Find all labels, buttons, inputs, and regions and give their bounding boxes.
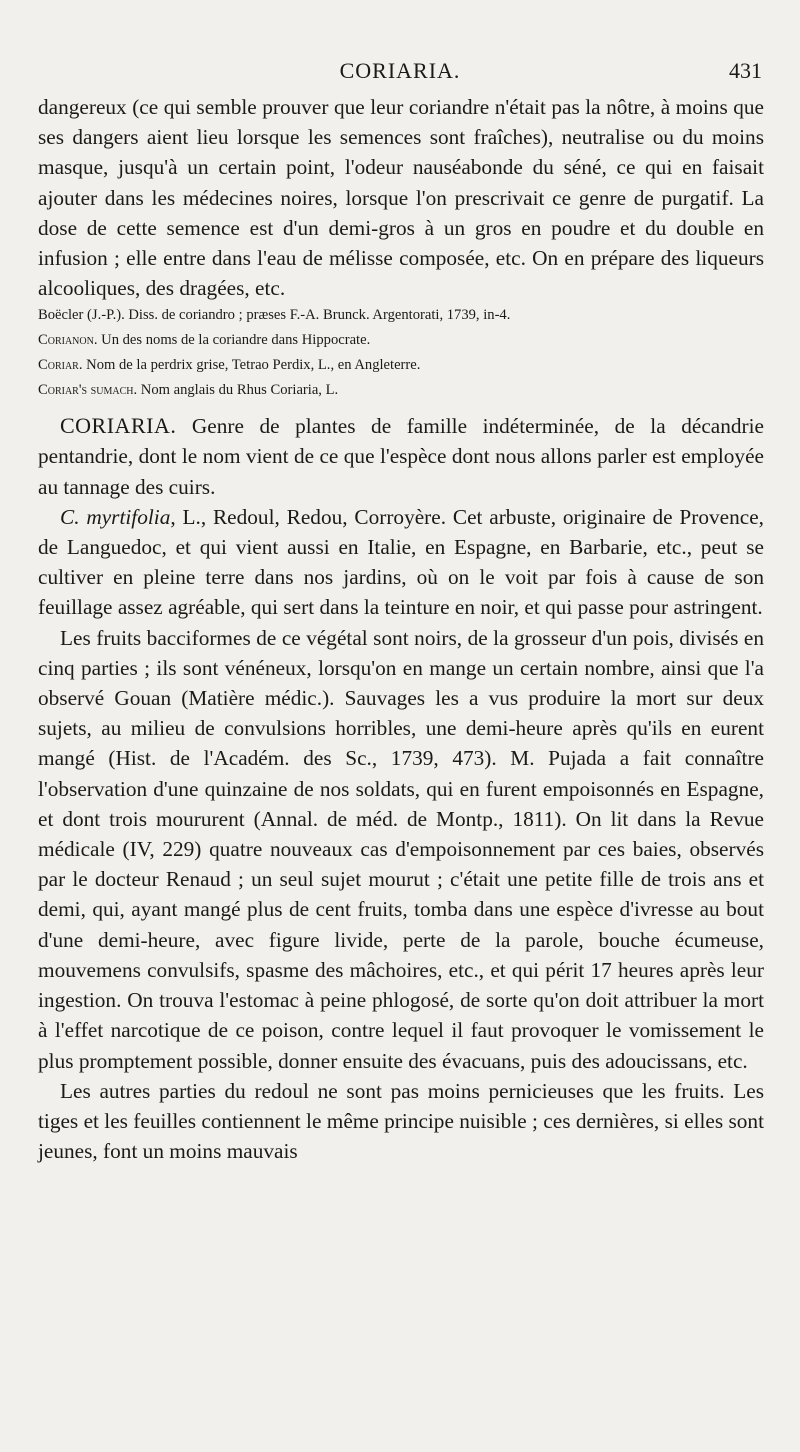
entry-term: Corianon. <box>38 332 98 349</box>
coriaria-definition: Genre de plantes de famille indéterminée, de la décandrie pentandrie, dont le nom vient de ce que l'espèce dont nous allons parler est employée au tannage des cuirs. <box>38 414 764 499</box>
page-body <box>38 92 764 1166</box>
paragraph-fruits: Les fruits bacciformes de ce végétal sont noirs, de la grosseur d'un pois, divisés en cinq parties ; ils sont vénéneux, lorsqu'on en mange un certain nombre, ainsi que l'a observé Gouan (Matière médic.). Sauvages les a vus produire la mort sur deux sujets, au milieu de convulsions horribles, une demi-heure après qu'ils en eurent mangé (Hist. de l'Académ. des Sc., 1739, 473). M. Pujada a fait connaître l'observation d'une quinzaine de nos soldats, qui en furent empoisonnés en Espagne, et dont trois moururent (Annal. de méd. de Montp., 1811). On lit dans la Revue médicale (IV, 229) quatre nouveaux cas d'empoisonnement par ces baies, observés par le docteur Renaud ; un seul sujet mourut ; c'était une petite fille de trois ans et demi, qui, ayant mangé plus de cent fruits, tomba dans une espèce d'ivresse au bout d'une demi-heure, avec figure livide, perte de la parole, bouche écumeuse, mouvemens convulsifs, spasme des mâchoires, etc., et qui périt 17 heures après leur ingestion. On trouva l'estomac à peine phlogosé, de sorte qu'on doit attribuer la mort à l'effet narcotique de ce poison, contre lequel il faut provoquer le vomissement le plus promptement possible, donner ensuite des évacuans, puis des adoucissans, etc. <box>38 625 764 1073</box>
species-text: , L., Redoul, Redou, Corroyère. Cet arbuste, originaire de Provence, de Languedoc, et qui vient aussi en Italie, en Espagne, en Barbarie, etc., peut se cultiver en pleine terre dans nos jardins, où on le voit par fois à cause de son feuillage assez agréable, qui sert dans la teinture en noir, et qui passe pour astringent. <box>38 504 764 620</box>
entry-text: Nom de la perdrix grise, Tetrao Perdix, L., en Angleterre. <box>82 356 421 373</box>
reference-boecler: Boëcler (J.-P.). Diss. de coriandro ; præses F.-A. Brunck. Argentorati, 1739, in-4. <box>38 307 511 324</box>
entry-term: Coriar's sumach. <box>38 381 138 398</box>
headword-coriaria: CORIARIA. <box>60 413 177 439</box>
paragraph-coriandre-end: dangereux (ce qui semble prouver que leur coriandre n'était pas la nôtre, à moins que ses dangers aient lieu lorsque les semences sont fraîches), neutralise ou du moins masque, jusqu'à un certain point, l'odeur nauséabonde du séné, ce qui en faisait ajouter dans les médecines noires, lorsque l'on prescrivait ce genre de purgatif. La dose de cette semence est d'un demi-gros à un gros en poudre et du double en infusion ; elle entre dans l'eau de mélisse composée, etc. On en prépare des liqueurs alcooliques, des dragées, etc. <box>38 95 764 301</box>
paragraph-myrtifolia <box>38 502 764 623</box>
entry-text: Un des noms de la coriandre dans Hippocrate. <box>97 332 371 349</box>
entry-corianon <box>38 328 764 353</box>
page-header <box>0 56 800 90</box>
running-head: CORIARIA. <box>339 58 461 83</box>
entry-coriaria <box>38 411 764 502</box>
page-number: 431 <box>729 58 762 83</box>
entry-coriar <box>38 353 764 378</box>
entry-text: Nom anglais du Rhus Coriaria, L. <box>137 381 339 398</box>
entry-term: Coriar. <box>38 356 83 373</box>
entry-coriars-sumach <box>38 378 764 403</box>
paragraph-other-parts: Les autres parties du redoul ne sont pas moins pernicieuses que les fruits. Les tiges et les feuilles contiennent le même principe nuisible ; ces dernières, si elles sont jeunes, font un moins mauvais <box>38 1078 764 1164</box>
species-name: C. myrtifolia <box>60 504 171 529</box>
